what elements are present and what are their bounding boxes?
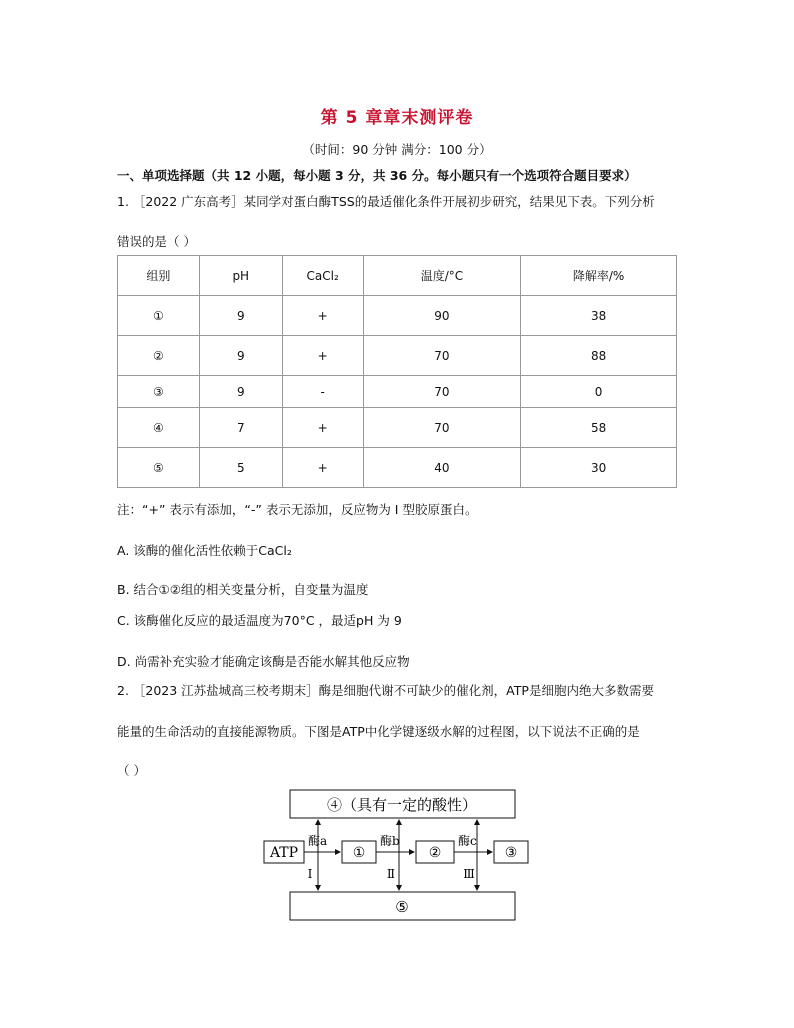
table-cell: ④ xyxy=(118,408,200,448)
exam-info: （时间：90 分钟 满分：100 分） xyxy=(302,142,492,157)
table-cell: 5 xyxy=(199,448,282,488)
table-header-cell: CaCl₂ xyxy=(282,256,363,296)
table-header-cell: 组别 xyxy=(118,256,200,296)
enzyme-c-label: 酶c xyxy=(458,834,477,848)
table-cell: 70 xyxy=(363,408,521,448)
table-row xyxy=(118,296,677,336)
question-1-option-a: A. 该酶的催化活性依赖于CaCl₂ xyxy=(117,543,292,558)
table-cell: 7 xyxy=(199,408,282,448)
experiment-table xyxy=(117,255,677,488)
table-cell: 9 xyxy=(199,296,282,336)
question-2-stem-line1: 2. ［2023 江苏盐城高三校考期末］酶是细胞代谢不可缺少的催化剂，ATP是细胞内绝大多数需要 xyxy=(117,683,654,698)
table-cell: + xyxy=(282,336,363,376)
top-product-label: ④（具有一定的酸性） xyxy=(326,796,478,814)
table-cell: 88 xyxy=(521,336,677,376)
table-row xyxy=(118,336,677,376)
table-cell: 38 xyxy=(521,296,677,336)
node-3-label: ③ xyxy=(504,845,518,861)
table-row xyxy=(118,376,677,408)
table-cell: 70 xyxy=(363,376,521,408)
step-2-label: Ⅱ xyxy=(386,867,396,881)
enzyme-b-label: 酶b xyxy=(380,834,400,848)
step-1-label: Ⅰ xyxy=(307,867,313,881)
table-cell: 9 xyxy=(199,336,282,376)
table-cell: ③ xyxy=(118,376,200,408)
table-cell: 58 xyxy=(521,408,677,448)
atp-label: ATP xyxy=(269,845,299,861)
table-cell: 90 xyxy=(363,296,521,336)
table-cell: ⑤ xyxy=(118,448,200,488)
question-2-stem-line2: 能量的生命活动的直接能源物质。下图是ATP中化学键逐级水解的过程图，以下说法不正确的是 xyxy=(117,724,640,739)
table-header-cell: 温度/°C xyxy=(363,256,521,296)
node-1-label: ① xyxy=(352,845,366,861)
table-row xyxy=(118,448,677,488)
question-2-stem-line3: （ ） xyxy=(117,763,146,778)
section-heading: 一、单项选择题（共 12 小题，每小题 3 分，共 36 分。每小题只有一个选项符合题目要求） xyxy=(117,168,637,183)
table-row xyxy=(118,408,677,448)
table-cell: 0 xyxy=(521,376,677,408)
table-cell: 70 xyxy=(363,336,521,376)
enzyme-a-label: 酶a xyxy=(308,834,328,848)
question-1-option-d: D. 尚需补充实验才能确定该酶是否能水解其他反应物 xyxy=(117,654,410,669)
table-header-cell: pH xyxy=(199,256,282,296)
table-cell: 9 xyxy=(199,376,282,408)
step-3-label: Ⅲ xyxy=(463,867,475,881)
page-title: 第 5 章章末测评卷 xyxy=(320,108,474,128)
table-cell: 40 xyxy=(363,448,521,488)
table-cell: 30 xyxy=(521,448,677,488)
table-cell: + xyxy=(282,408,363,448)
table-cell: ① xyxy=(118,296,200,336)
table-cell: + xyxy=(282,448,363,488)
question-1-option-c: C. 该酶催化反应的最适温度为70°C ，最适pH 为 9 xyxy=(117,613,402,628)
question-1-stem-line1: 1. ［2022 广东高考］某同学对蛋白酶TSS的最适催化条件开展初步研究，结果见下表。下列分析 xyxy=(117,194,655,209)
node-2-label: ② xyxy=(428,845,442,861)
table-header-row xyxy=(118,256,677,296)
table-cell: - xyxy=(282,376,363,408)
table-header-cell: 降解率/% xyxy=(521,256,677,296)
table-cell: ② xyxy=(118,336,200,376)
table-cell: + xyxy=(282,296,363,336)
atp-hydrolysis-diagram xyxy=(258,786,538,926)
bottom-product-label: ⑤ xyxy=(395,898,409,916)
question-1-option-b: B. 结合①②组的相关变量分析，自变量为温度 xyxy=(117,582,369,597)
question-1-stem-line2: 错误的是（ ） xyxy=(117,234,196,249)
table-note: 注：“+” 表示有添加，“-” 表示无添加，反应物为 I 型胶原蛋白。 xyxy=(117,502,478,517)
